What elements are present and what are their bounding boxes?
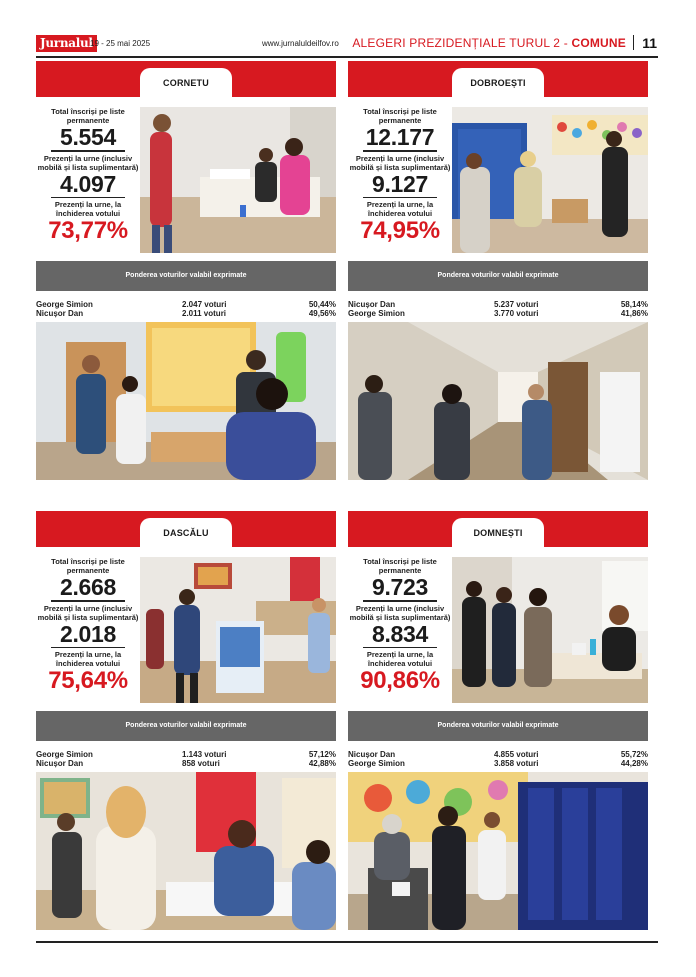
candidate-percent: 44,28%: [620, 759, 648, 768]
candidate-name: George Simion: [36, 300, 93, 309]
turnout-label: Prezenți la urne, la închiderea votului: [54, 200, 122, 218]
candidate-votes: 2.047 voturi: [182, 300, 227, 309]
stats-rule: [51, 197, 125, 199]
present-value: 8.834: [371, 620, 429, 647]
commune-panel-cornetu: [36, 61, 336, 489]
header-separator: [633, 35, 635, 50]
hallway-queue-photo: [348, 322, 648, 480]
registered-label: Total înscriși pe liste permanente: [51, 107, 125, 125]
turnout-percent: 74,95%: [360, 217, 440, 244]
section-title: [352, 36, 626, 50]
candidate-name: George Simion: [36, 750, 93, 759]
voter-signing-photo: [36, 772, 336, 930]
section-title-text: ALEGERI PREZIDENȚIALE TURUL 2 -: [352, 36, 572, 50]
present-label: Prezenți la urne (inclusiv mobilă și lista suplimentară): [37, 603, 139, 622]
candidate-votes: 858 voturi: [182, 759, 220, 768]
commune-name: DASCĂLU: [140, 518, 232, 547]
present-value: 4.097: [59, 170, 117, 197]
candidate-name: Nicușor Dan: [36, 309, 84, 318]
present-value: 9.127: [371, 170, 429, 197]
ballot-box-photo: [140, 557, 336, 703]
candidate-votes: 3.858 voturi: [494, 759, 539, 768]
registered-label: Total înscriși pe liste permanente: [51, 557, 125, 575]
turnout-stats: [348, 557, 452, 694]
header-rule: [36, 56, 658, 58]
polling-station-photo: [140, 107, 336, 253]
registered-value: 12.177: [365, 124, 435, 150]
result-row: [348, 309, 648, 318]
results-table: [348, 750, 648, 768]
result-row: [36, 759, 336, 768]
present-label: Prezenți la urne (inclusiv mobilă și lista suplimentară): [349, 153, 451, 172]
stats-rule: [363, 600, 437, 602]
vote-weight-band: Ponderea voturilor valabil exprimate: [36, 261, 336, 291]
candidate-votes: 4.855 voturi: [494, 750, 539, 759]
result-row: [348, 759, 648, 768]
results-table: [36, 750, 336, 768]
registered-label: Total înscriși pe liste permanente: [363, 557, 437, 575]
stats-rule: [363, 197, 437, 199]
section-title-bold: COMUNE: [571, 36, 626, 50]
result-row: [36, 750, 336, 759]
candidate-percent: 50,44%: [308, 300, 336, 309]
candidate-votes: 1.143 voturi: [182, 750, 227, 759]
website-url[interactable]: www.jurnaluldeilfov.ro: [262, 39, 339, 48]
candidate-votes: 5.237 voturi: [494, 300, 539, 309]
issue-date: 19 - 25 mai 2025: [90, 39, 151, 48]
candidate-percent: 49,56%: [308, 309, 336, 318]
stats-rule: [51, 150, 125, 152]
candidate-percent: 42,88%: [308, 759, 336, 768]
polling-station-photo: [452, 557, 648, 703]
voters-photo: [36, 322, 336, 480]
candidate-percent: 58,14%: [620, 300, 648, 309]
turnout-label: Prezenți la urne, la închiderea votului: [366, 200, 434, 218]
present-label: Prezenți la urne (inclusiv mobilă și lista suplimentară): [349, 603, 451, 622]
results-table: [36, 300, 336, 318]
result-row: [36, 300, 336, 309]
candidate-percent: 55,72%: [620, 750, 648, 759]
results-table: [348, 300, 648, 318]
candidate-votes: 3.770 voturi: [494, 309, 539, 318]
footer-rule: [36, 941, 658, 943]
commune-panel-dascalu: [36, 511, 336, 939]
stats-rule: [363, 150, 437, 152]
result-row: [36, 309, 336, 318]
turnout-percent: 90,86%: [360, 667, 440, 694]
candidate-name: George Simion: [348, 309, 405, 318]
result-row: [348, 750, 648, 759]
present-label: Prezenți la urne (inclusiv mobilă și lista suplimentară): [37, 153, 139, 172]
stats-rule: [51, 647, 125, 649]
voting-booth-photo: [348, 772, 648, 930]
polling-station-photo: [452, 107, 648, 253]
turnout-stats: [36, 107, 140, 244]
newspaper-logo: Jurnalul: [36, 35, 97, 52]
candidate-votes: 2.011 voturi: [182, 309, 227, 318]
candidate-percent: 57,12%: [308, 750, 336, 759]
commune-panel-domnesti: [348, 511, 648, 939]
vote-weight-band: Ponderea voturilor valabil exprimate: [348, 711, 648, 741]
registered-value: 5.554: [59, 124, 117, 150]
candidate-name: Nicușor Dan: [36, 759, 84, 768]
commune-name: DOMNEȘTI: [452, 518, 544, 547]
commune-name: CORNETU: [140, 68, 232, 97]
turnout-label: Prezenți la urne, la închiderea votului: [366, 650, 434, 668]
stats-rule: [363, 647, 437, 649]
registered-value: 2.668: [59, 574, 117, 600]
turnout-percent: 75,64%: [48, 667, 128, 694]
stats-rule: [51, 600, 125, 602]
commune-panel-dobroesti: [348, 61, 648, 489]
turnout-percent: 73,77%: [48, 217, 128, 244]
turnout-label: Prezenți la urne, la închiderea votului: [54, 650, 122, 668]
turnout-stats: [348, 107, 452, 244]
page-header: [36, 33, 658, 55]
result-row: [348, 300, 648, 309]
candidate-name: George Simion: [348, 759, 405, 768]
turnout-stats: [36, 557, 140, 694]
present-value: 2.018: [59, 620, 117, 647]
vote-weight-band: Ponderea voturilor valabil exprimate: [348, 261, 648, 291]
commune-name: DOBROEȘTI: [452, 68, 544, 97]
candidate-percent: 41,86%: [620, 309, 648, 318]
page-number: 11: [642, 35, 657, 51]
candidate-name: Nicușor Dan: [348, 750, 396, 759]
registered-value: 9.723: [371, 574, 429, 600]
candidate-name: Nicușor Dan: [348, 300, 396, 309]
registered-label: Total înscriși pe liste permanente: [363, 107, 437, 125]
vote-weight-band: Ponderea voturilor valabil exprimate: [36, 711, 336, 741]
